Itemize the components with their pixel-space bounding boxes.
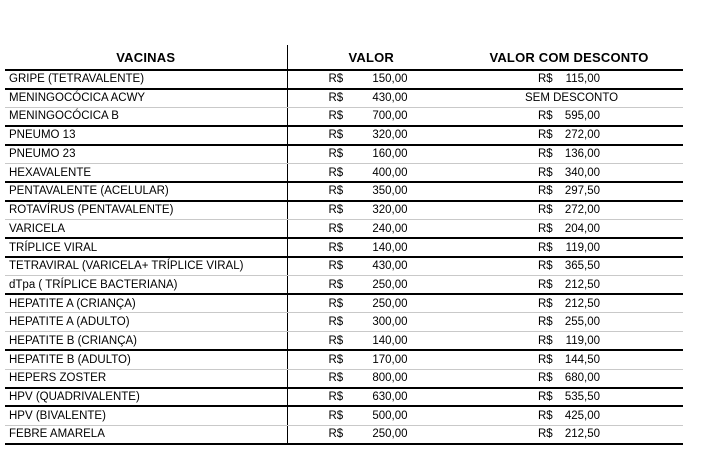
vaccine-name-cell: PNEUMO 23 bbox=[5, 145, 287, 164]
discount-value-cell bbox=[455, 182, 683, 201]
money-value bbox=[538, 372, 600, 384]
table-row bbox=[5, 350, 683, 369]
vaccine-name-cell: HPV (QUADRIVALENTE) bbox=[5, 388, 287, 407]
discount-value-cell bbox=[455, 220, 683, 239]
column-header-valor-com-desconto: VALOR COM DESCONTO bbox=[455, 45, 683, 70]
amount: 430,00 bbox=[372, 260, 408, 273]
value-cell bbox=[287, 145, 455, 164]
money-value bbox=[329, 316, 408, 328]
discount-value-cell bbox=[455, 388, 683, 407]
vaccine-name-cell: HEPATITE A (CRIANÇA) bbox=[5, 294, 287, 313]
column-header-vacinas: VACINAS bbox=[5, 45, 287, 70]
discount-value-cell bbox=[455, 126, 683, 145]
value-cell bbox=[287, 425, 455, 444]
amount: 136,00 bbox=[564, 148, 600, 161]
table-row bbox=[5, 425, 683, 444]
money-value bbox=[329, 298, 408, 310]
amount: 630,00 bbox=[372, 391, 408, 404]
discount-value-cell bbox=[455, 70, 683, 89]
currency-symbol: R$ bbox=[538, 222, 553, 235]
discount-value-cell bbox=[455, 332, 683, 351]
value-cell bbox=[287, 201, 455, 220]
money-value bbox=[329, 428, 408, 440]
currency-symbol: R$ bbox=[328, 222, 344, 235]
vaccine-name-cell: PNEUMO 13 bbox=[5, 126, 287, 145]
amount: 119,00 bbox=[565, 241, 600, 254]
table-row bbox=[5, 257, 683, 276]
vaccine-name-cell: FEBRE AMARELA bbox=[5, 425, 287, 444]
table-row bbox=[5, 201, 683, 220]
currency-symbol: R$ bbox=[328, 166, 344, 179]
vaccine-name-cell: MENINGOCÓCICA ACWY bbox=[5, 89, 287, 108]
discount-value-cell bbox=[455, 89, 683, 108]
table-row bbox=[5, 369, 683, 388]
money-value bbox=[329, 335, 408, 347]
table-row bbox=[5, 294, 683, 313]
amount: 340,00 bbox=[564, 166, 600, 179]
money-value bbox=[538, 204, 600, 216]
value-cell bbox=[287, 107, 455, 126]
amount: 320,00 bbox=[372, 129, 408, 142]
amount: 160,00 bbox=[372, 148, 408, 161]
currency-symbol: R$ bbox=[538, 334, 553, 347]
value-cell bbox=[287, 163, 455, 182]
value-cell bbox=[287, 388, 455, 407]
currency-symbol: R$ bbox=[538, 409, 553, 422]
currency-symbol: R$ bbox=[538, 129, 553, 142]
currency-symbol: R$ bbox=[538, 166, 553, 179]
money-value bbox=[538, 298, 600, 310]
column-header-valor: VALOR bbox=[287, 45, 455, 70]
money-value bbox=[329, 354, 408, 366]
amount: 272,00 bbox=[564, 204, 600, 217]
money-value bbox=[329, 410, 408, 422]
currency-symbol: R$ bbox=[328, 372, 344, 385]
amount: 240,00 bbox=[372, 222, 408, 235]
amount: 535,50 bbox=[564, 391, 600, 404]
amount: 297,50 bbox=[564, 185, 600, 198]
currency-symbol: R$ bbox=[538, 428, 553, 441]
money-value bbox=[538, 242, 600, 254]
amount: 425,00 bbox=[564, 409, 600, 422]
amount: 500,00 bbox=[372, 409, 408, 422]
value-cell bbox=[287, 369, 455, 388]
vaccine-name-cell: HEPATITE A (ADULTO) bbox=[5, 313, 287, 332]
vaccine-name-cell: PENTAVALENTE (ACELULAR) bbox=[5, 182, 287, 201]
vaccine-name-cell: dTpa ( TRÍPLICE BACTERIANA) bbox=[5, 276, 287, 295]
currency-symbol: R$ bbox=[328, 260, 344, 273]
money-value bbox=[538, 391, 600, 403]
currency-symbol: R$ bbox=[328, 204, 344, 217]
currency-symbol: R$ bbox=[328, 353, 344, 366]
money-value bbox=[329, 129, 408, 141]
money-value bbox=[538, 279, 600, 291]
amount: 400,00 bbox=[372, 166, 408, 179]
amount: 140,00 bbox=[372, 334, 408, 347]
amount: 150,00 bbox=[372, 73, 408, 86]
money-value bbox=[329, 92, 408, 104]
money-value bbox=[538, 148, 600, 160]
amount: 140,00 bbox=[372, 241, 408, 254]
amount: 700,00 bbox=[372, 110, 408, 123]
no-discount-label: SEM DESCONTO bbox=[525, 92, 619, 105]
amount: 144,50 bbox=[564, 353, 600, 366]
vaccine-name-cell: HEPATITE B (ADULTO) bbox=[5, 350, 287, 369]
table-row bbox=[5, 406, 683, 425]
currency-symbol: R$ bbox=[538, 110, 553, 123]
vaccine-name-cell: ROTAVÍRUS (PENTAVALENTE) bbox=[5, 201, 287, 220]
amount: 212,50 bbox=[564, 428, 600, 441]
money-value bbox=[329, 391, 408, 403]
currency-symbol: R$ bbox=[538, 316, 553, 329]
vaccine-name-cell: HEPATITE B (CRIANÇA) bbox=[5, 332, 287, 351]
table-row bbox=[5, 182, 683, 201]
currency-symbol: R$ bbox=[328, 409, 344, 422]
discount-value-cell bbox=[455, 238, 683, 257]
table-row bbox=[5, 163, 683, 182]
discount-value-cell bbox=[455, 163, 683, 182]
value-cell bbox=[287, 332, 455, 351]
currency-symbol: R$ bbox=[328, 241, 344, 254]
value-cell bbox=[287, 89, 455, 108]
money-value bbox=[538, 223, 600, 235]
money-value bbox=[329, 260, 408, 272]
discount-value-cell bbox=[455, 107, 683, 126]
money-value bbox=[538, 110, 600, 122]
amount: 430,00 bbox=[372, 92, 408, 105]
table-row bbox=[5, 276, 683, 295]
money-value bbox=[329, 204, 408, 216]
vaccine-name-cell: HEPERS ZOSTER bbox=[5, 369, 287, 388]
amount: 212,50 bbox=[564, 297, 600, 310]
amount: 800,00 bbox=[372, 372, 408, 385]
amount: 300,00 bbox=[372, 316, 408, 329]
vaccine-name-cell: HEXAVALENTE bbox=[5, 163, 287, 182]
discount-value-cell bbox=[455, 350, 683, 369]
value-cell bbox=[287, 126, 455, 145]
amount: 365,50 bbox=[564, 260, 600, 273]
table-row bbox=[5, 70, 683, 89]
vaccine-price-table bbox=[5, 45, 683, 445]
discount-value-cell bbox=[455, 313, 683, 332]
money-value bbox=[538, 129, 600, 141]
discount-value-cell bbox=[455, 201, 683, 220]
value-cell bbox=[287, 276, 455, 295]
amount: 320,00 bbox=[372, 204, 408, 217]
currency-symbol: R$ bbox=[328, 185, 344, 198]
currency-symbol: R$ bbox=[328, 428, 344, 441]
table-row bbox=[5, 332, 683, 351]
currency-symbol: R$ bbox=[538, 148, 553, 161]
currency-symbol: R$ bbox=[328, 316, 344, 329]
amount: 272,00 bbox=[564, 129, 600, 142]
amount: 119,00 bbox=[565, 334, 600, 347]
currency-symbol: R$ bbox=[328, 73, 344, 86]
table-row bbox=[5, 220, 683, 239]
discount-value-cell bbox=[455, 276, 683, 295]
amount: 250,00 bbox=[372, 297, 408, 310]
value-cell bbox=[287, 406, 455, 425]
money-value bbox=[538, 428, 600, 440]
table-row bbox=[5, 126, 683, 145]
vaccine-name-cell: VARICELA bbox=[5, 220, 287, 239]
vaccine-name-cell: HPV (BIVALENTE) bbox=[5, 406, 287, 425]
money-value bbox=[329, 279, 408, 291]
money-value bbox=[538, 316, 600, 328]
table-row bbox=[5, 89, 683, 108]
money-value bbox=[329, 148, 408, 160]
currency-symbol: R$ bbox=[538, 260, 553, 273]
discount-value-cell bbox=[455, 294, 683, 313]
money-value bbox=[538, 410, 600, 422]
amount: 250,00 bbox=[372, 278, 408, 291]
money-value bbox=[538, 185, 600, 197]
discount-value-cell bbox=[455, 406, 683, 425]
currency-symbol: R$ bbox=[328, 278, 344, 291]
currency-symbol: R$ bbox=[538, 297, 553, 310]
vaccine-name-cell: TRÍPLICE VIRAL bbox=[5, 238, 287, 257]
amount: 204,00 bbox=[564, 222, 600, 235]
table-row bbox=[5, 145, 683, 164]
value-cell bbox=[287, 313, 455, 332]
money-value bbox=[329, 223, 408, 235]
table-row bbox=[5, 313, 683, 332]
amount: 115,00 bbox=[565, 73, 600, 86]
value-cell bbox=[287, 182, 455, 201]
value-cell bbox=[287, 350, 455, 369]
money-value bbox=[538, 354, 600, 366]
currency-symbol: R$ bbox=[538, 391, 553, 404]
currency-symbol: R$ bbox=[328, 391, 344, 404]
money-value bbox=[329, 110, 408, 122]
currency-symbol: R$ bbox=[328, 148, 344, 161]
value-cell bbox=[287, 220, 455, 239]
currency-symbol: R$ bbox=[328, 110, 344, 123]
vaccine-name-cell: GRIPE (TETRAVALENTE) bbox=[5, 70, 287, 89]
money-value bbox=[329, 242, 408, 254]
currency-symbol: R$ bbox=[538, 372, 553, 385]
vaccine-name-cell: TETRAVIRAL (VARICELA+ TRÍPLICE VIRAL) bbox=[5, 257, 287, 276]
table-row bbox=[5, 107, 683, 126]
currency-symbol: R$ bbox=[328, 129, 344, 142]
value-cell bbox=[287, 257, 455, 276]
currency-symbol: R$ bbox=[328, 297, 344, 310]
header-row bbox=[5, 45, 683, 70]
amount: 350,00 bbox=[372, 185, 408, 198]
amount: 595,00 bbox=[564, 110, 600, 123]
currency-symbol: R$ bbox=[538, 241, 553, 254]
money-value bbox=[329, 167, 408, 179]
amount: 680,00 bbox=[564, 372, 600, 385]
money-value bbox=[538, 73, 600, 85]
amount: 170,00 bbox=[372, 353, 408, 366]
value-cell bbox=[287, 238, 455, 257]
amount: 250,00 bbox=[372, 428, 408, 441]
currency-symbol: R$ bbox=[538, 353, 553, 366]
vaccine-price-sheet bbox=[5, 45, 683, 445]
money-value bbox=[329, 73, 408, 85]
currency-symbol: R$ bbox=[328, 92, 344, 105]
money-value bbox=[538, 335, 600, 347]
money-value bbox=[329, 372, 408, 384]
currency-symbol: R$ bbox=[538, 185, 553, 198]
currency-symbol: R$ bbox=[538, 73, 553, 86]
discount-value-cell bbox=[455, 257, 683, 276]
discount-value-cell bbox=[455, 145, 683, 164]
amount: 212,50 bbox=[564, 278, 600, 291]
currency-symbol: R$ bbox=[328, 334, 344, 347]
vaccine-name-cell: MENINGOCÓCICA B bbox=[5, 107, 287, 126]
discount-value-cell bbox=[455, 369, 683, 388]
currency-symbol: R$ bbox=[538, 204, 553, 217]
money-value bbox=[538, 260, 600, 272]
table-row bbox=[5, 388, 683, 407]
table-row bbox=[5, 238, 683, 257]
money-value bbox=[329, 185, 408, 197]
discount-value-cell bbox=[455, 425, 683, 444]
money-value bbox=[538, 167, 600, 179]
value-cell bbox=[287, 294, 455, 313]
value-cell bbox=[287, 70, 455, 89]
currency-symbol: R$ bbox=[538, 278, 553, 291]
amount: 255,00 bbox=[564, 316, 600, 329]
